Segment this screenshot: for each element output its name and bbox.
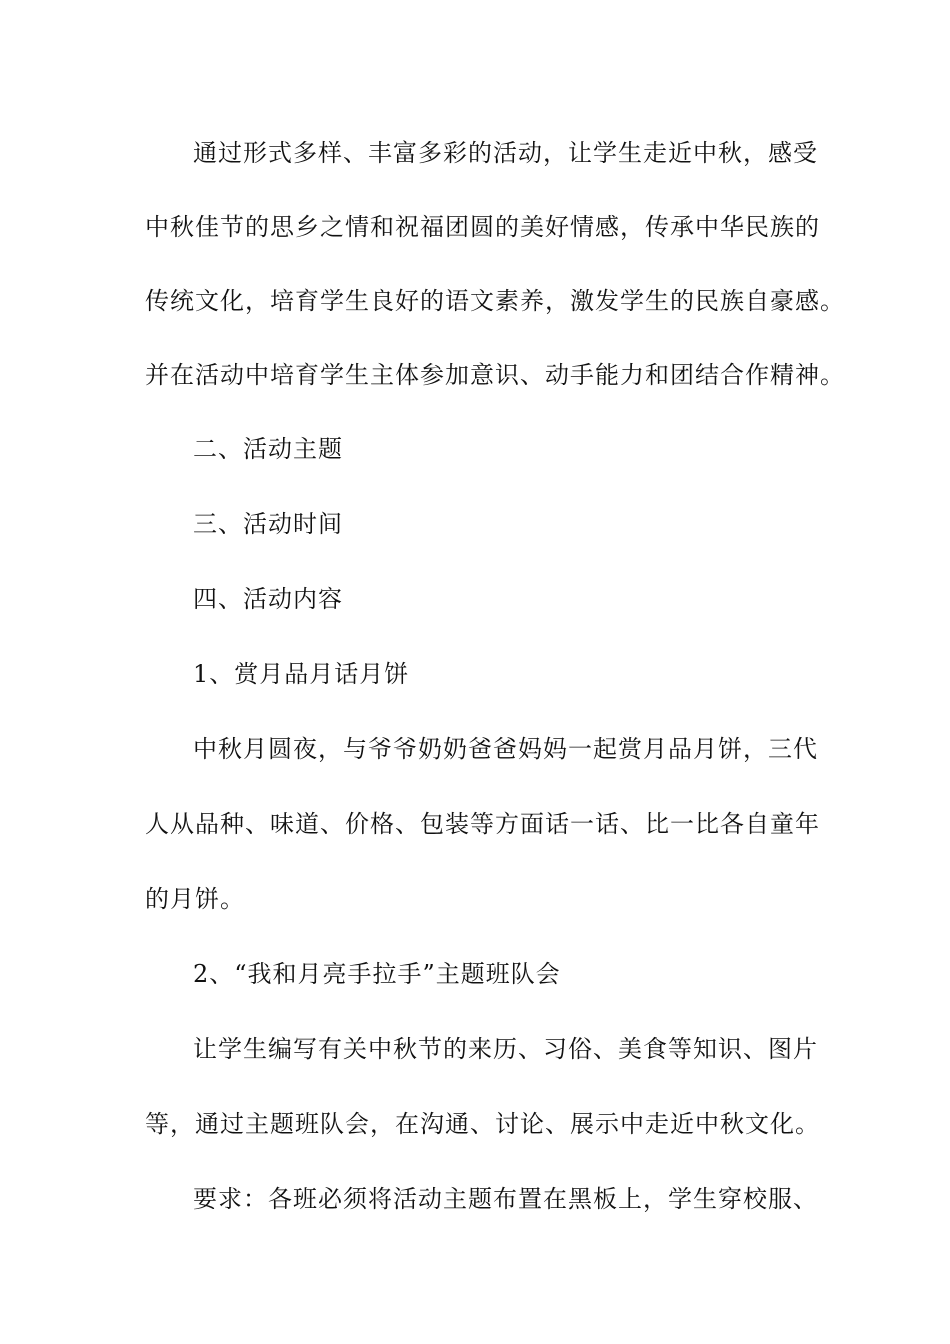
item-heading-1: 1、赏月品月话月饼 — [193, 660, 410, 688]
paragraph-item-1-line-1: 中秋月圆夜，与爷爷奶奶爸爸妈妈一起赏月品月饼，三代 — [193, 735, 818, 763]
paragraph-item-2-line-2: 等，通过主题班队会，在沟通、讨论、展示中走近中秋文化。 — [145, 1110, 820, 1138]
paragraph-requirement-line-1: 要求：各班必须将活动主题布置在黑板上，学生穿校服、 — [193, 1185, 818, 1213]
item-heading-2: 2、“我和月亮手拉手”主题班队会 — [193, 960, 561, 988]
section-heading-theme: 二、活动主题 — [193, 435, 343, 463]
paragraph-purpose-line-3: 传统文化，培育学生良好的语文素养，激发学生的民族自豪感。 — [145, 287, 845, 315]
paragraph-item-1-line-3: 的月饼。 — [145, 885, 245, 913]
section-heading-content: 四、活动内容 — [193, 585, 343, 613]
paragraph-item-2-line-1: 让学生编写有关中秋节的来历、习俗、美食等知识、图片 — [193, 1035, 818, 1063]
paragraph-item-1-line-2: 人从品种、味道、价格、包装等方面话一话、比一比各自童年 — [145, 810, 820, 838]
paragraph-purpose-line-1: 通过形式多样、丰富多彩的活动，让学生走近中秋，感受 — [193, 139, 818, 167]
section-heading-time: 三、活动时间 — [193, 510, 343, 538]
paragraph-purpose-line-4: 并在活动中培育学生主体参加意识、动手能力和团结合作精神。 — [145, 361, 845, 389]
paragraph-purpose-line-2: 中秋佳节的思乡之情和祝福团圆的美好情感，传承中华民族的 — [145, 213, 820, 241]
